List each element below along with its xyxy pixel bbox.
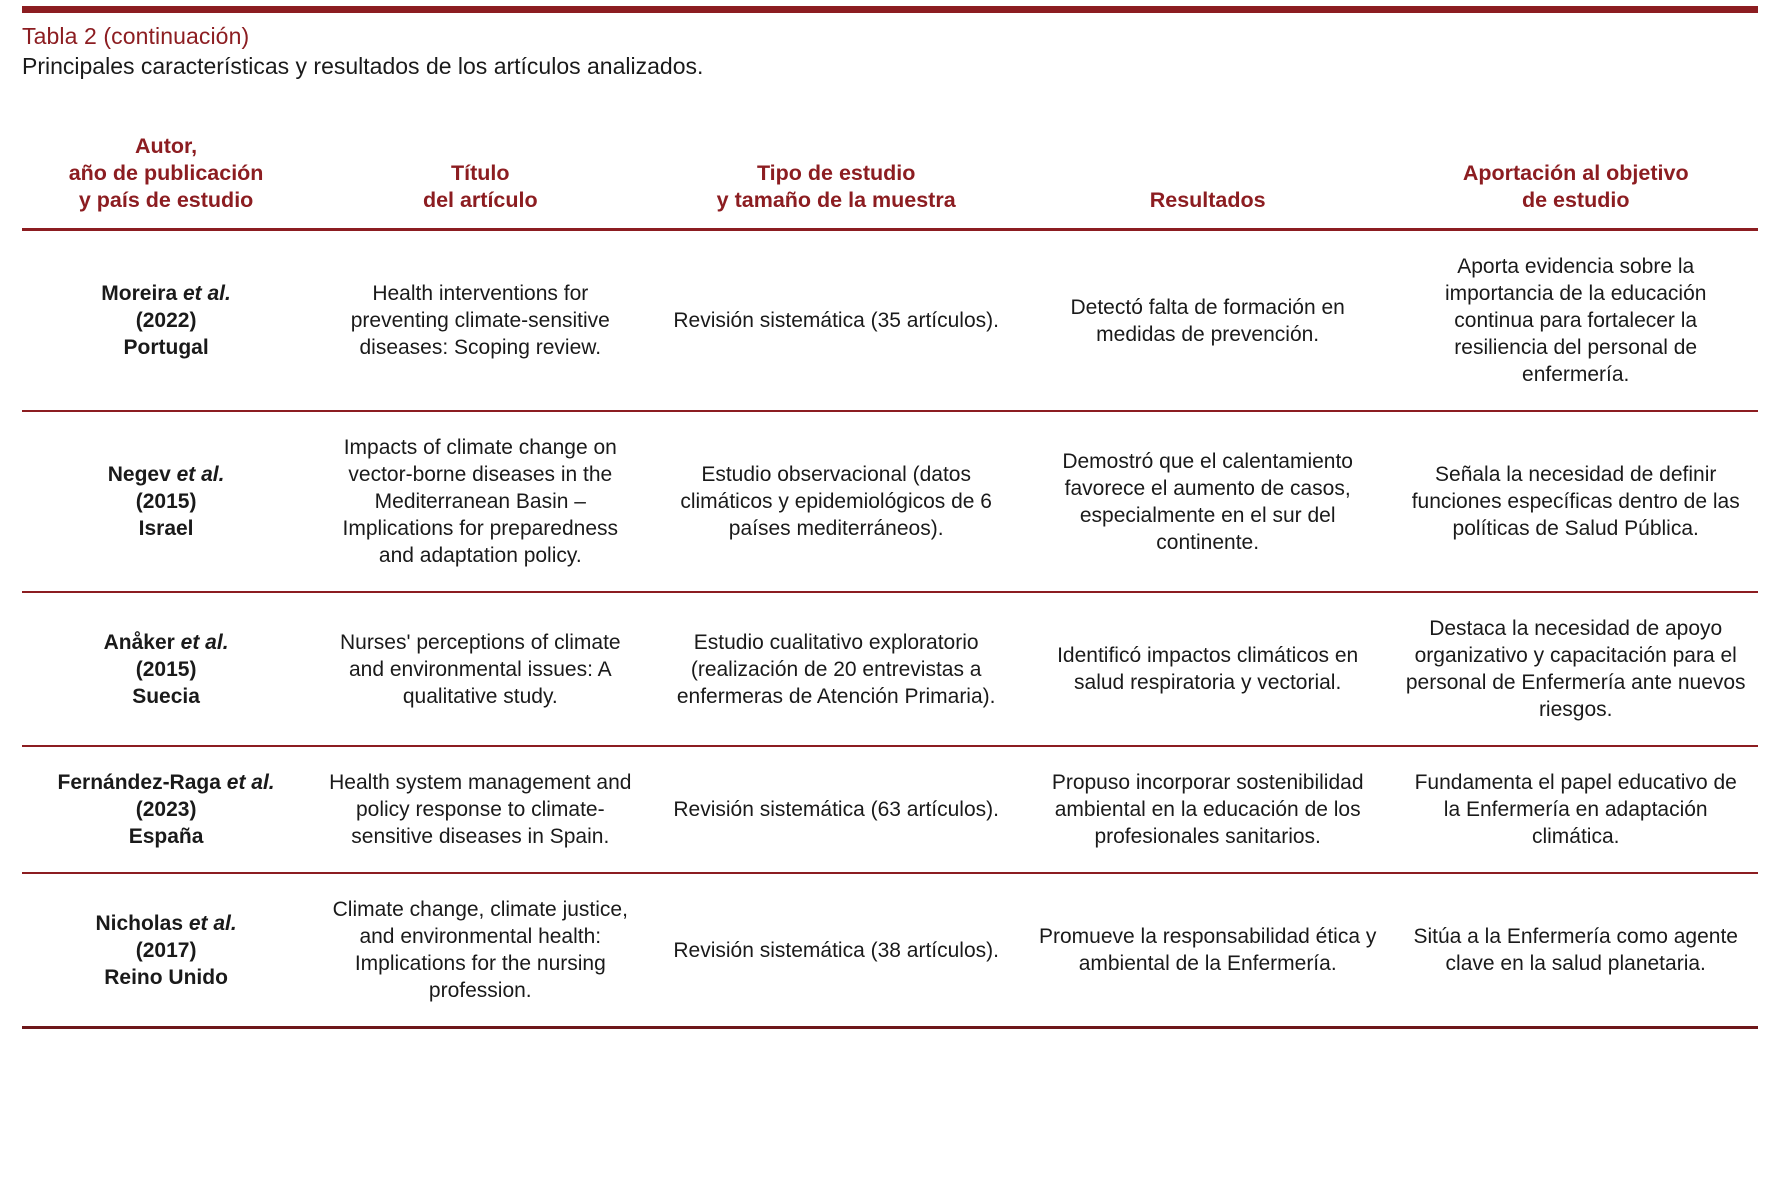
cell-author	[22, 411, 310, 592]
table-body	[22, 230, 1758, 1028]
cell-results: Demostró que el calentamiento favorece el aumento de casos, especialmente en el sur del continente.	[1022, 411, 1394, 592]
cell-title: Nurses' perceptions of climate and environmental issues: A qualitative study.	[310, 592, 650, 746]
author-year: (2015)	[135, 657, 197, 681]
cell-author	[22, 592, 310, 746]
cell-study-type: Revisión sistemática (35 artículos).	[650, 230, 1022, 412]
author-name: Anåker	[103, 630, 175, 654]
table-row	[22, 592, 1758, 746]
author-etal: et al.	[188, 911, 237, 935]
header-line: Resultados	[1149, 188, 1266, 212]
author-country: Reino Unido	[104, 965, 228, 989]
cell-contribution: Señala la necesidad de definir funciones específicas dentro de las políticas de Salud Pública.	[1393, 411, 1758, 592]
cell-author	[22, 746, 310, 873]
author-year: (2015)	[135, 490, 197, 513]
author-year: (2022)	[135, 309, 197, 332]
column-header-results	[1022, 133, 1394, 230]
cell-contribution: Aporta evidencia sobre la importancia de la educación continua para fortalecer la resiliencia del personal de enfermería.	[1393, 230, 1758, 412]
table-header-row	[22, 133, 1758, 230]
header-line: Autor,	[135, 134, 198, 158]
header-line: Tipo de estudio	[756, 161, 916, 185]
author-country: Suecia	[132, 684, 200, 708]
cell-study-type: Revisión sistemática (63 artículos).	[650, 746, 1022, 873]
cell-title: Health interventions for preventing climate-sensitive diseases: Scoping review.	[310, 230, 650, 412]
cell-results: Detectó falta de formación en medidas de prevención.	[1022, 230, 1394, 412]
column-header-author	[22, 133, 310, 230]
header-line: y país de estudio	[78, 188, 254, 212]
cell-study-type: Revisión sistemática (38 artículos).	[650, 873, 1022, 1028]
column-header-title	[310, 133, 650, 230]
column-header-contribution	[1393, 133, 1758, 230]
table-head	[22, 133, 1758, 230]
cell-title: Climate change, climate justice, and environmental health: Implications for the nursing profession.	[310, 873, 650, 1028]
header-line: de estudio	[1521, 188, 1630, 212]
header-line: del artículo	[422, 188, 538, 212]
cell-results: Promueve la responsabilidad ética y ambiental de la Enfermería.	[1022, 873, 1394, 1028]
author-name: Fernández-Raga	[57, 771, 221, 794]
caption-label: Tabla 2 (continuación)	[22, 23, 250, 49]
table-row	[22, 746, 1758, 873]
author-etal: et al.	[180, 630, 229, 654]
table-caption	[22, 13, 1758, 81]
table-row	[22, 230, 1758, 412]
cell-contribution: Destaca la necesidad de apoyo organizativo y capacitación para el personal de Enfermería ante nuevos riesgos.	[1393, 592, 1758, 746]
cell-title: Health system management and policy response to climate-sensitive diseases in Spain.	[310, 746, 650, 873]
caption-description: Principales características y resultados de los artículos analizados.	[22, 53, 704, 79]
cell-contribution: Sitúa a la Enfermería como agente clave en la salud planetaria.	[1393, 873, 1758, 1028]
table-row	[22, 411, 1758, 592]
cell-results: Identificó impactos climáticos en salud respiratoria y vectorial.	[1022, 592, 1394, 746]
author-etal: et al.	[226, 771, 275, 794]
author-name: Moreira	[101, 282, 178, 305]
table-row	[22, 873, 1758, 1028]
cell-author	[22, 873, 310, 1028]
cell-study-type: Estudio cualitativo exploratorio (realización de 20 entrevistas a enfermeras de Atención Primaria).	[650, 592, 1022, 746]
author-country: Portugal	[123, 336, 209, 359]
table-page	[0, 6, 1780, 1186]
cell-contribution: Fundamenta el papel educativo de la Enfermería en adaptación climática.	[1393, 746, 1758, 873]
cell-results: Propuso incorporar sostenibilidad ambiental en la educación de los profesionales sanitarios.	[1022, 746, 1394, 873]
author-etal: et al.	[176, 463, 225, 486]
header-line: año de publicación	[68, 161, 264, 185]
articles-table	[22, 133, 1758, 1029]
column-header-study-type	[650, 133, 1022, 230]
author-country: Israel	[138, 517, 194, 540]
header-line: Aportación al objetivo	[1462, 161, 1689, 185]
author-year: (2017)	[135, 938, 197, 962]
author-country: España	[128, 825, 204, 848]
author-name: Negev	[107, 463, 171, 486]
author-name: Nicholas	[95, 911, 183, 935]
cell-title: Impacts of climate change on vector-borne diseases in the Mediterranean Basin – Implications for preparedness and adaptation policy.	[310, 411, 650, 592]
header-line: y tamaño de la muestra	[716, 188, 956, 212]
author-year: (2023)	[135, 798, 197, 821]
cell-author	[22, 230, 310, 412]
author-etal: et al.	[183, 282, 231, 305]
top-accent-rule	[22, 6, 1758, 13]
cell-study-type: Estudio observacional (datos climáticos y epidemiológicos de 6 países mediterráneos).	[650, 411, 1022, 592]
header-line: Título	[451, 161, 510, 185]
